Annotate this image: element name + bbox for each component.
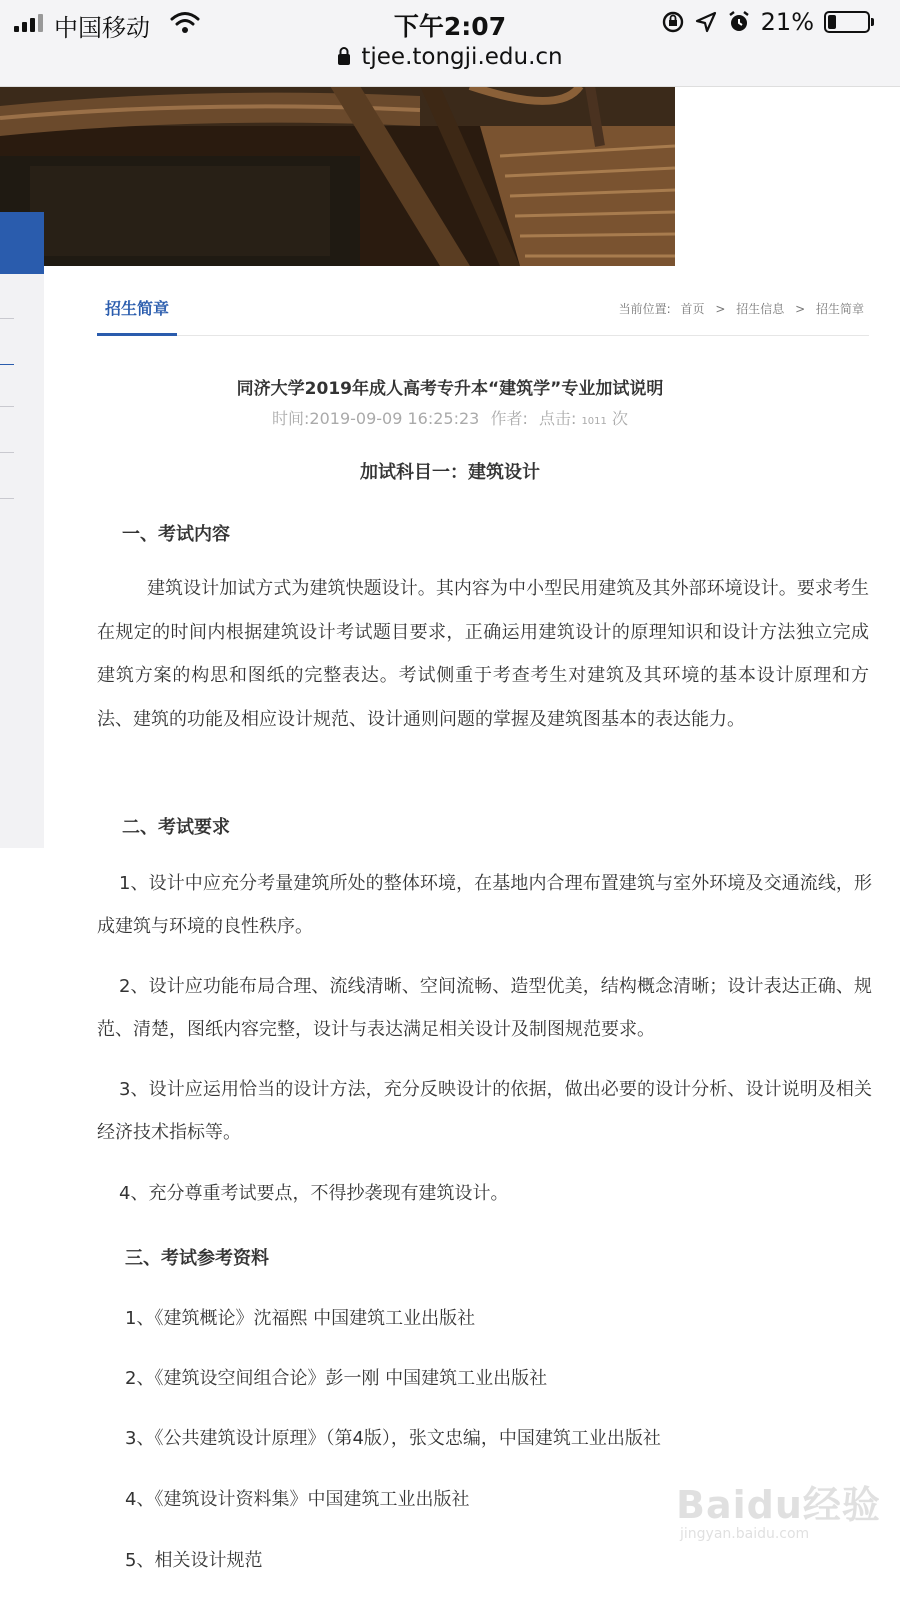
status-bar xyxy=(0,0,900,44)
meta-time-value: 2019-09-09 16:25:23 xyxy=(309,409,480,428)
breadcrumb-item-admission-info[interactable]: 招生信息 xyxy=(736,302,785,316)
sidebar-divider xyxy=(0,452,14,453)
article-title: 同济大学2019年成人高考专升本“建筑学”专业加试说明 xyxy=(236,379,664,399)
breadcrumb-separator: > xyxy=(795,302,806,316)
location-arrow-icon xyxy=(695,11,717,33)
meta-clicks-value: 1011 xyxy=(581,416,607,427)
meta-author-label: 作者: xyxy=(490,409,528,428)
carrier-name: 中国移动 xyxy=(54,14,150,42)
subject-title: 加试科目一：建筑设计 xyxy=(360,462,540,483)
breadcrumb xyxy=(619,300,864,317)
requirement-item: 3、设计应运用恰当的设计方法，充分反映设计的依据，做出必要的设计分析、设计说明及相关经济技术指标等。 xyxy=(97,1079,872,1143)
battery-icon xyxy=(824,11,870,33)
meta-time-label: 时间: xyxy=(272,409,310,428)
alarm-icon xyxy=(727,10,751,34)
baidu-jingyan-watermark xyxy=(676,1474,886,1554)
watermark-logo-text: Baidu经验 xyxy=(676,1483,881,1527)
section-heading-exam-requirements: 二、考试要求 xyxy=(122,817,230,838)
section-heading-exam-content: 一、考试内容 xyxy=(122,524,230,545)
status-clock: 下午2:07 xyxy=(393,12,507,41)
lock-icon xyxy=(337,46,351,66)
sidebar-divider xyxy=(0,498,14,499)
hero-banner-image xyxy=(0,86,675,266)
reference-item: 5、相关设计规范 xyxy=(125,1550,263,1571)
url-text: tjee.tongji.edu.cn xyxy=(361,44,563,70)
section-body-exam-content: 建筑设计加试方式为建筑快题设计。其内容为中小型民用建筑及其外部环境设计。要求考生在规定的时间内根据建筑设计考试题目要求，正确运用建筑设计的原理知识和设计方法独立完成建筑方案的构思和图纸的完整表达。考试侧重于考查考生对建筑及其环境的基本设计原理和方法、建筑的功能及相应设计规范、设计通则问题的掌握及建筑图基本的表达能力。 xyxy=(97,578,869,730)
meta-clicks-label: 点击: xyxy=(538,409,577,428)
breadcrumb-item-brochure[interactable]: 招生简章 xyxy=(815,302,864,316)
left-sidebar-panel xyxy=(0,266,44,848)
sidebar-divider-active xyxy=(0,364,14,365)
sidebar-divider xyxy=(0,318,14,319)
battery-percent: 21% xyxy=(760,8,814,36)
tab-admission-brochure[interactable]: 招生简章 xyxy=(104,299,169,318)
sidebar-active-item[interactable] xyxy=(0,212,44,274)
article-meta xyxy=(0,406,900,429)
battery-level-fill xyxy=(828,15,836,29)
rotation-lock-icon xyxy=(661,10,685,34)
reference-item: 3、《公共建筑设计原理》（第4版），张文忠编，中国建筑工业出版社 xyxy=(125,1428,661,1449)
reference-item: 1、《建筑概论》沈福熙 中国建筑工业出版社 xyxy=(125,1308,476,1329)
breadcrumb-label: 当前位置: xyxy=(618,302,671,316)
requirement-item: 4、充分尊重考试要点，不得抄袭现有建筑设计。 xyxy=(119,1183,509,1204)
address-bar[interactable] xyxy=(0,44,900,74)
requirement-item: 1、设计中应充分考量建筑所处的整体环境，在基地内合理布置建筑与室外环境及交通流线，形成建筑与环境的良性秩序。 xyxy=(97,873,872,937)
section-divider xyxy=(97,335,869,336)
requirement-item: 2、设计应功能布局合理、流线清晰、空间流畅、造型优美，结构概念清晰；设计表达正确、规范、清楚，图纸内容完整，设计与表达满足相关设计及制图规范要求。 xyxy=(97,976,872,1040)
tab-active-underline xyxy=(97,333,177,336)
section-heading-references: 三、考试参考资料 xyxy=(125,1248,269,1269)
browser-top-bar xyxy=(0,0,900,87)
bridge-photo xyxy=(0,86,675,266)
status-icons xyxy=(661,8,870,36)
breadcrumb-item-home[interactable]: 首页 xyxy=(680,302,705,316)
watermark-url: jingyan.baidu.com xyxy=(680,1526,810,1542)
meta-clicks-unit: 次 xyxy=(611,409,628,428)
breadcrumb-separator: > xyxy=(715,302,726,316)
reference-item: 2、《建筑设空间组合论》彭一刚 中国建筑工业出版社 xyxy=(125,1368,548,1389)
reference-item: 4、《建筑设计资料集》中国建筑工业出版社 xyxy=(125,1489,470,1510)
